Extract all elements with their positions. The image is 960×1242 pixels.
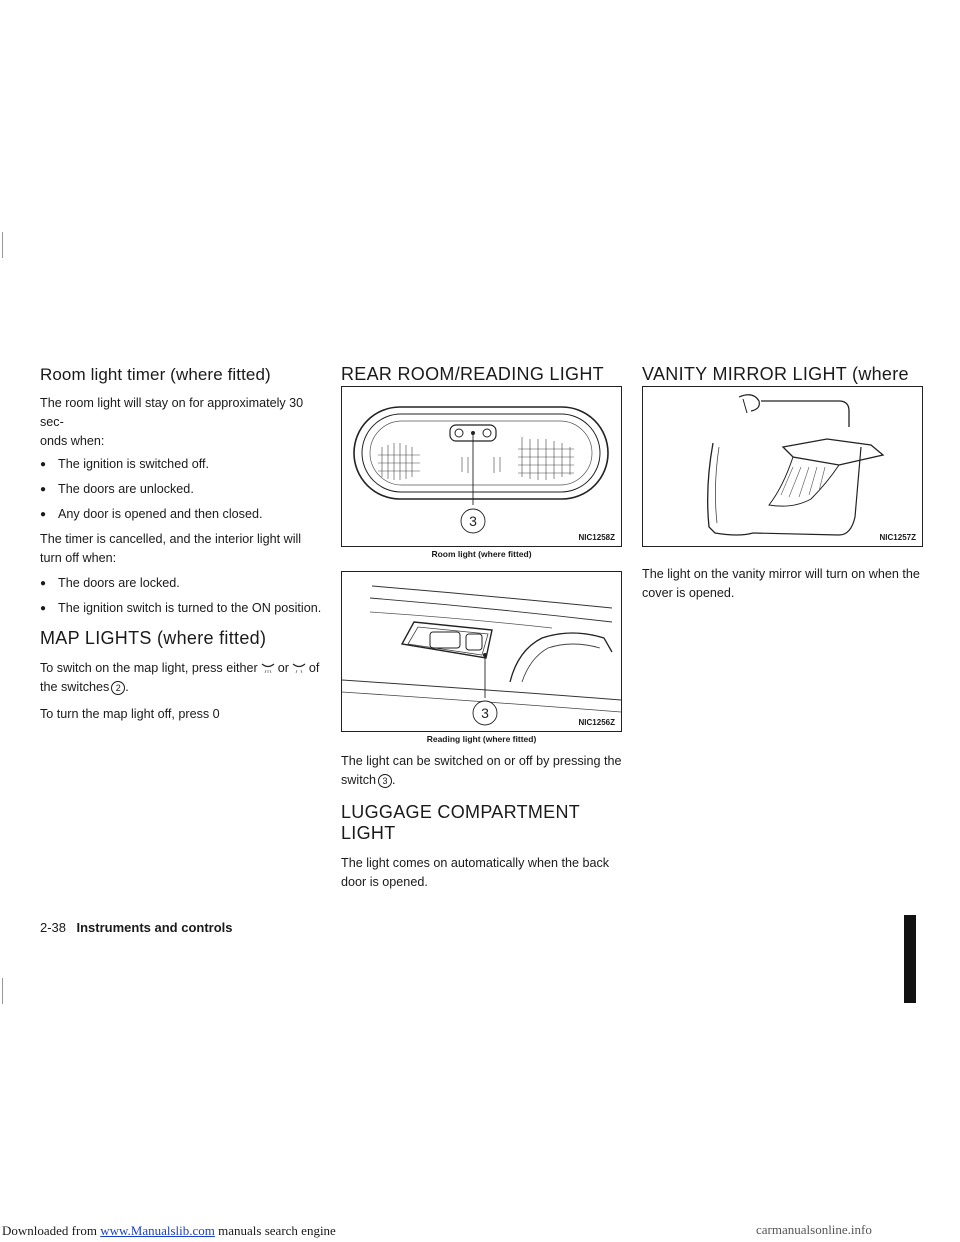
callout-3: 3 (378, 774, 392, 788)
timer-intro: The room light will stay on for approximately 30 sec- onds when: (40, 396, 304, 448)
figure-callout: 3 (481, 705, 489, 721)
switch-text: The light can be switched on or off by pressing the switch 3 . (341, 754, 622, 787)
page-number: 2-38 (40, 920, 67, 935)
middle-column-text (341, 752, 623, 892)
map-lights-text: To switch on the map light, press either or of the switches 2 . (40, 661, 320, 694)
map-lights-off-text: To turn the map light off, press 0 (40, 707, 220, 721)
figure-code: NIC1256Z (578, 718, 615, 727)
figure-code: NIC1257Z (879, 533, 916, 542)
timer-heading: Room light timer (where fitted) (40, 365, 271, 384)
room-light-illustration (342, 387, 621, 546)
luggage-heading: LUGGAGE COMPARTMENT LIGHT (341, 802, 580, 843)
luggage-text: The light comes on automatically when the back door is opened. (341, 856, 610, 889)
map-lights-heading: MAP LIGHTS (where fitted) (40, 628, 267, 648)
list-item: ● The doors are locked. (40, 574, 322, 593)
map-light-on-icon (261, 662, 275, 674)
vanity-text: The light on the vanity mirror will turn on when the cover is opened. (642, 567, 920, 600)
timer-off-list (40, 574, 322, 618)
list-item: ● The ignition is switched off. (40, 455, 322, 474)
section-tab (904, 915, 916, 1003)
reading-light-illustration (342, 572, 621, 731)
reading-light-figure (341, 571, 622, 732)
manualslib-link[interactable]: www.Manualslib.com (100, 1223, 215, 1238)
timer-on-list (40, 455, 322, 524)
crop-mark (2, 232, 3, 258)
rear-light-heading: REAR ROOM/READING LIGHT (341, 364, 604, 384)
left-column (40, 365, 322, 724)
vanity-mirror-illustration (643, 387, 922, 546)
crop-mark (2, 978, 3, 1004)
vanity-mirror-figure (642, 386, 923, 547)
reading-light-caption: Reading light (where fitted) (426, 734, 537, 744)
list-item: ● Any door is opened and then closed. (40, 505, 322, 524)
figure-callout: 3 (469, 513, 477, 529)
room-light-figure (341, 386, 622, 547)
callout-2: 2 (111, 681, 125, 695)
page-footer (40, 919, 233, 937)
list-item: ● The ignition switch is turned to the ON position. (40, 599, 322, 618)
room-light-caption: Room light (where fitted) (431, 549, 532, 559)
list-item: ● The doors are unlocked. (40, 480, 322, 499)
map-light-off-icon (292, 662, 306, 674)
download-line: Downloaded from www.Manualslib.com manuals search engine (2, 1223, 336, 1238)
watermark: carmanualsonline.info (756, 1222, 872, 1237)
timer-cancel-text: The timer is cancelled, and the interior light will turn off when: (40, 532, 302, 565)
figure-code: NIC1258Z (578, 533, 615, 542)
section-title: Instruments and controls (76, 920, 233, 935)
vanity-heading: VANITY MIRROR LIGHT (where (642, 364, 909, 384)
